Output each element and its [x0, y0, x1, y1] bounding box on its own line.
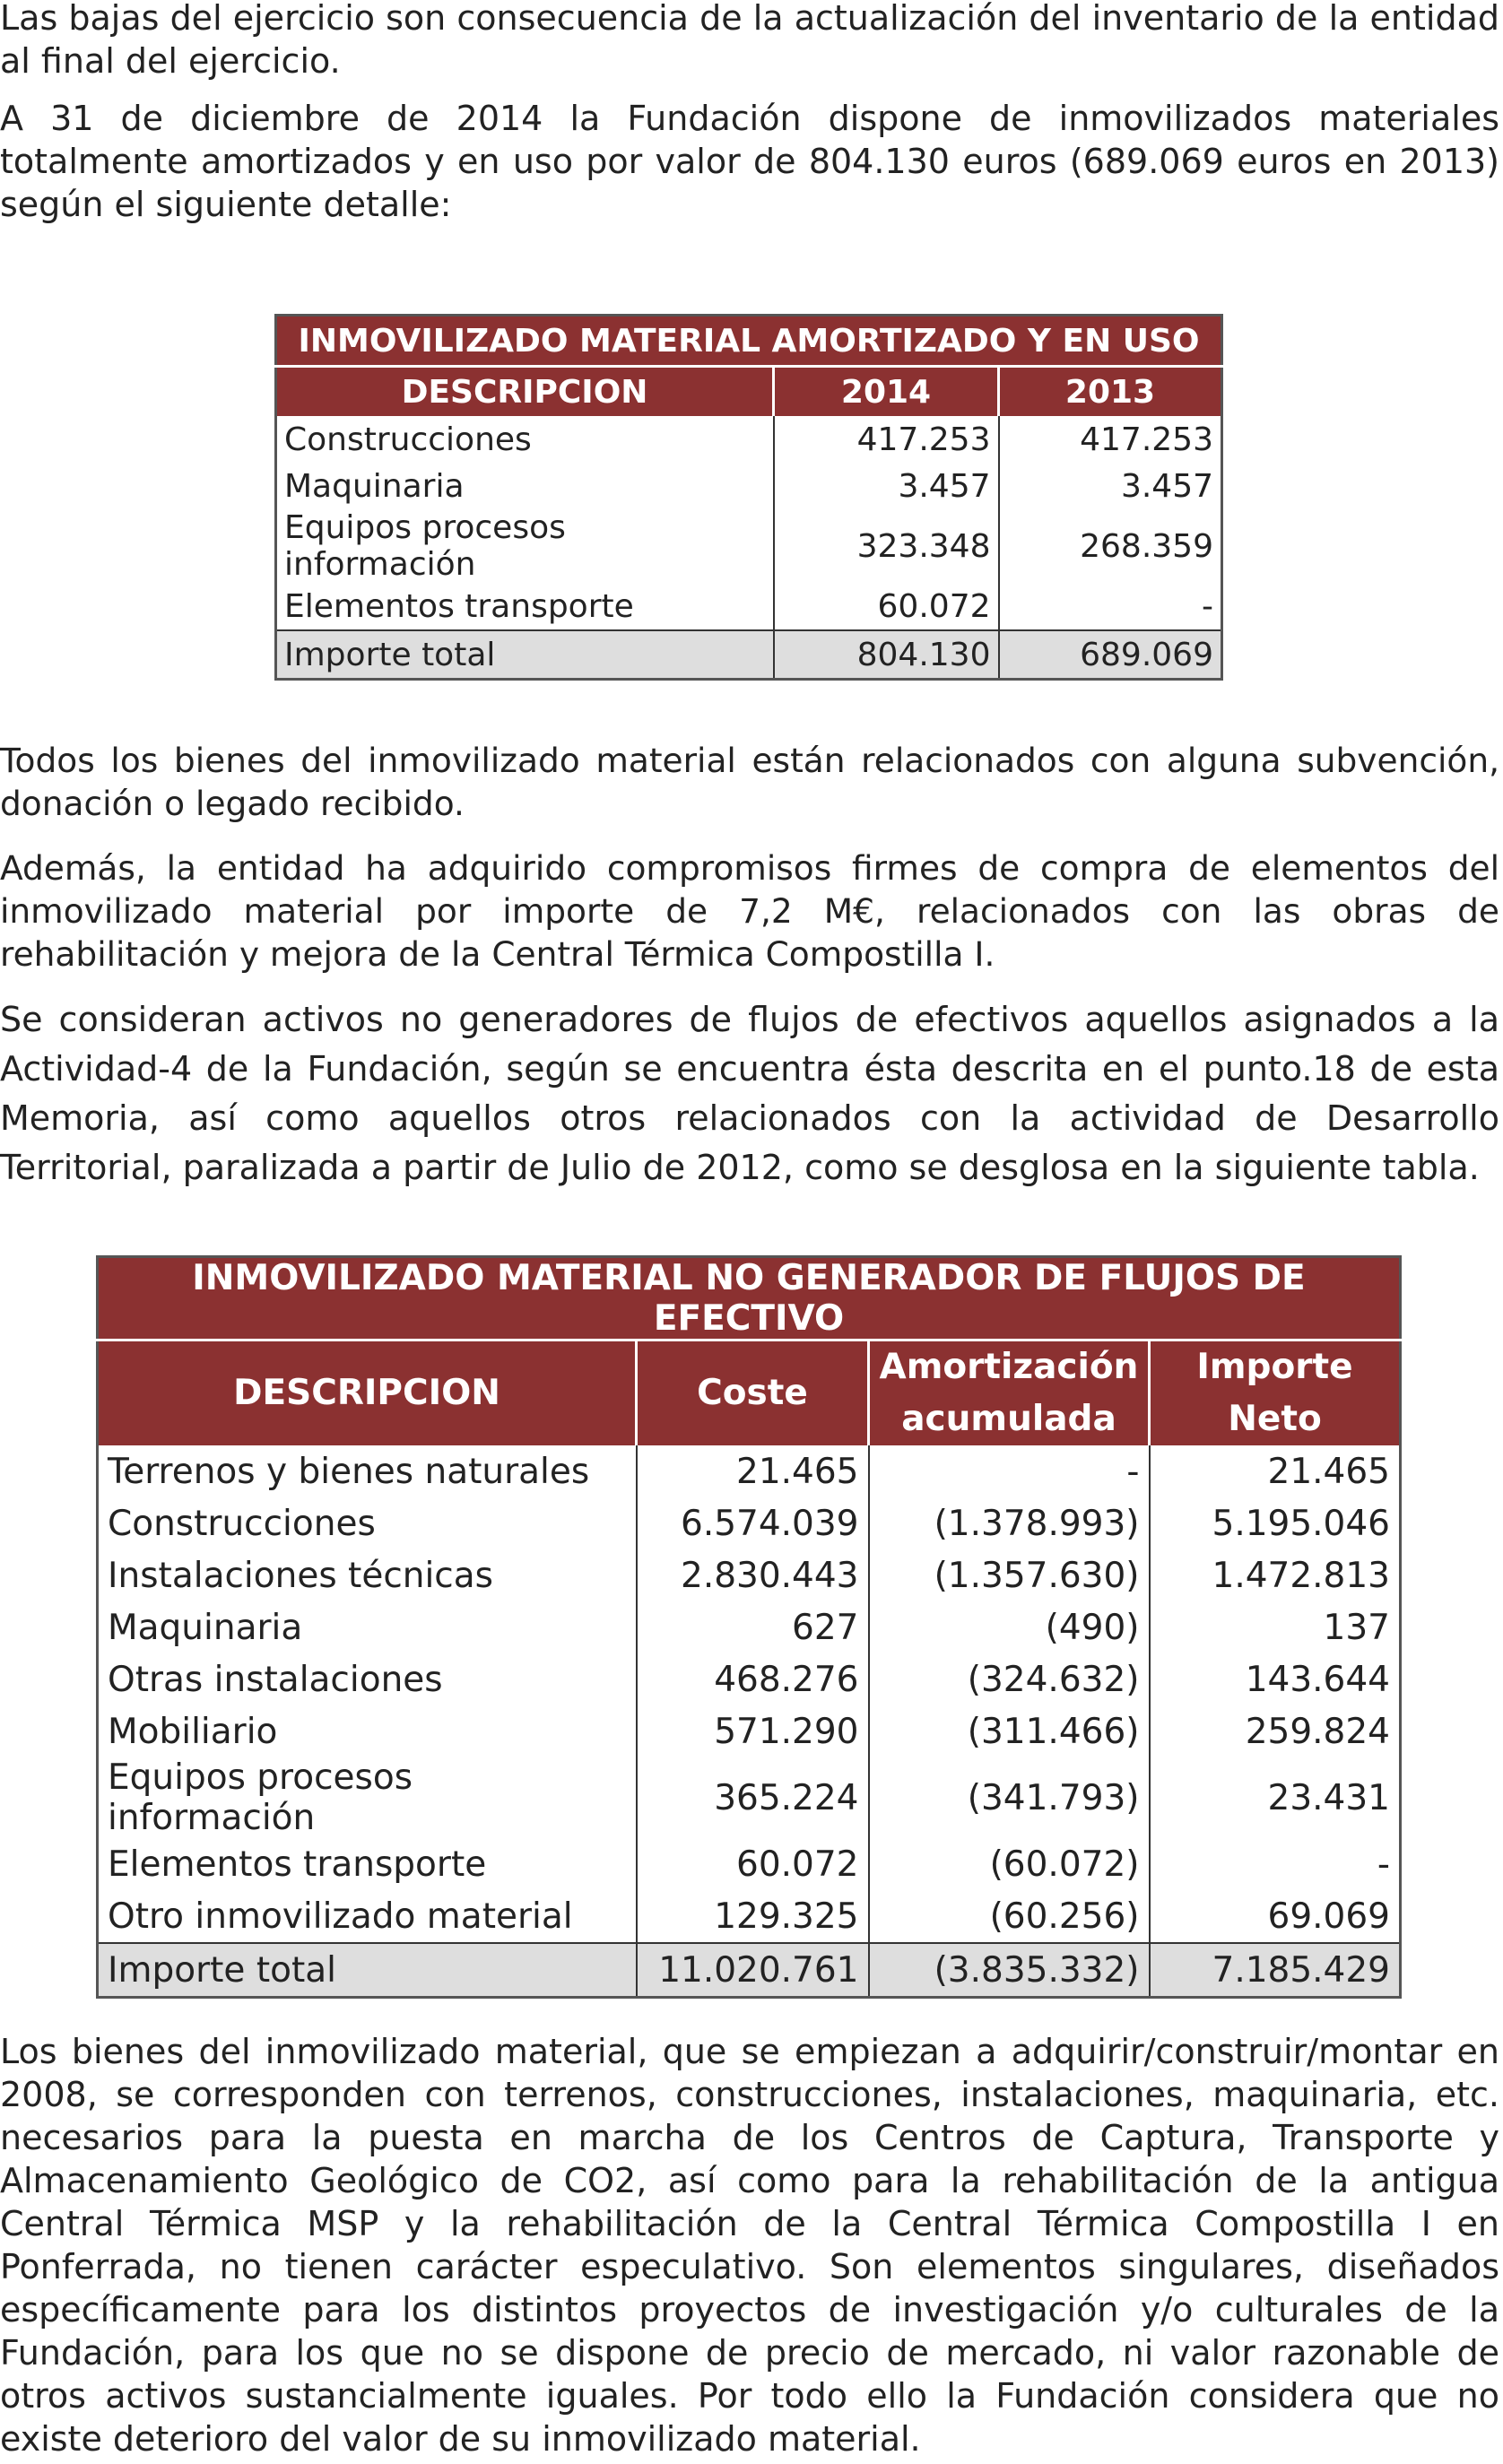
table-row — [276, 416, 1222, 463]
table1-cell: 3.457 — [774, 463, 999, 509]
table2-cell: 21.465 — [1150, 1445, 1401, 1497]
table1-header-2014: 2014 — [774, 367, 999, 417]
table1-cell: 417.253 — [999, 416, 1222, 463]
table2-cell: 69.069 — [1150, 1890, 1401, 1943]
table1-cell: 417.253 — [774, 416, 999, 463]
table2-header-importe-neto: Importe Neto — [1150, 1340, 1401, 1446]
table2-total-label: Importe total — [98, 1943, 637, 1998]
paragraph-subvencion: Todos los bienes del inmovilizado material están relacionados con alguna subvención, donación o legado recibido. — [0, 741, 1499, 823]
table2-cell: Elementos transporte — [108, 1844, 487, 1885]
table-row — [276, 509, 1222, 583]
table2-cell: (490) — [869, 1601, 1150, 1653]
table-amortizado-en-uso — [274, 314, 1223, 681]
table2-cell: 21.465 — [637, 1445, 869, 1497]
table1-header-2013: 2013 — [999, 367, 1222, 417]
table2-cell: 129.325 — [637, 1890, 869, 1943]
table1-cell: Elementos transporte — [284, 587, 634, 625]
table1-total-label: Importe total — [276, 630, 774, 680]
table2-cell: Mobiliario — [108, 1711, 278, 1752]
table-row — [98, 1601, 1401, 1653]
table1-total-row — [276, 630, 1222, 680]
table2-cell: (60.072) — [869, 1838, 1150, 1890]
table2-total-importe-neto: 7.185.429 — [1150, 1943, 1401, 1998]
table2-cell: 6.574.039 — [637, 1497, 869, 1549]
table-row — [98, 1549, 1401, 1601]
table2-cell: 2.830.443 — [637, 1549, 869, 1601]
table2-header-coste: Coste — [637, 1340, 869, 1446]
table1-cell: 60.072 — [774, 583, 999, 630]
table2-total-row — [98, 1943, 1401, 1998]
table2-total-coste: 11.020.761 — [637, 1943, 869, 1998]
table-row — [98, 1445, 1401, 1497]
table2-cell: 1.472.813 — [1150, 1549, 1401, 1601]
table2-cell: - — [1150, 1838, 1401, 1890]
table-row — [276, 583, 1222, 630]
table2-cell: 259.824 — [1150, 1705, 1401, 1757]
table2-cell: (60.256) — [869, 1890, 1150, 1943]
table2-cell: Otras instalaciones — [108, 1659, 443, 1700]
table2-cell: Equipos procesos información — [108, 1757, 413, 1838]
table2-header-amortizacion: Amortización acumulada — [869, 1340, 1150, 1446]
table1-cell: 3.457 — [999, 463, 1222, 509]
paragraph-bajas: Las bajas del ejercicio son consecuencia de la actualización del inventario de la entidad al final del ejercicio. — [0, 0, 1499, 81]
table2-cell: (311.466) — [869, 1705, 1150, 1757]
table1-cell: 323.348 — [774, 509, 999, 583]
table2-cell: (1.378.993) — [869, 1497, 1150, 1549]
table1-cell: 268.359 — [999, 509, 1222, 583]
table2-cell: Terrenos y bienes naturales — [108, 1451, 590, 1492]
table2-cell: 571.290 — [637, 1705, 869, 1757]
table2-cell: 365.224 — [637, 1757, 869, 1838]
table2-cell: Otro inmovilizado material — [108, 1896, 573, 1937]
table1-cell: - — [999, 583, 1222, 630]
table1-header-descripcion: DESCRIPCION — [401, 373, 648, 411]
table2-cell: (1.357.630) — [869, 1549, 1150, 1601]
table2-cell: Maquinaria — [108, 1607, 303, 1648]
table2-cell: (324.632) — [869, 1653, 1150, 1705]
table-no-generador-flujos — [96, 1255, 1402, 1999]
table-row — [98, 1653, 1401, 1705]
table1-cell: Equipos procesos información — [284, 509, 566, 583]
table2-cell: 468.276 — [637, 1653, 869, 1705]
table1-total-2013: 689.069 — [999, 630, 1222, 680]
table1-title: INMOVILIZADO MATERIAL AMORTIZADO Y EN USO — [276, 316, 1222, 367]
table2-cell: 137 — [1150, 1601, 1401, 1653]
table2-cell: - — [869, 1445, 1150, 1497]
table2-cell: (341.793) — [869, 1757, 1150, 1838]
table2-cell: Construcciones — [108, 1503, 376, 1544]
table-row — [98, 1890, 1401, 1943]
table1-total-2014: 804.130 — [774, 630, 999, 680]
table2-cell: Instalaciones técnicas — [108, 1555, 493, 1596]
paragraph-compromisos: Además, la entidad ha adquirido compromisos firmes de compra de elementos del inmovilizado material por importe de 7,2 M€, relacionados con las obras de rehabilitación y mejora de la Central Térmica Compostilla I. — [0, 848, 1499, 974]
table2-header-descripcion: DESCRIPCION — [233, 1373, 500, 1413]
table2-cell: 627 — [637, 1601, 869, 1653]
table-row — [98, 1757, 1401, 1838]
paragraph-amortizados: A 31 de diciembre de 2014 la Fundación dispone de inmovilizados materiales totalmente amortizados y en uso por valor de 804.130 euros (689.069 euros en 2013) según el siguiente detalle: — [0, 99, 1499, 224]
table2-total-amortizacion: (3.835.332) — [869, 1943, 1150, 1998]
paragraph-activos-no-generadores: Se consideran activos no generadores de flujos de efectivos aquellos asignados a la Actividad-4 de la Fundación, según se encuentra ésta descrita en el punto.18 de esta Memoria, así como aquellos otros relacionados con la actividad de Desarrollo Territorial, paralizada a partir de Julio de 2012, como se desglosa en la siguiente tabla. — [0, 1000, 1499, 1187]
table2-cell: 23.431 — [1150, 1757, 1401, 1838]
table-row — [276, 463, 1222, 509]
table1-cell: Maquinaria — [284, 467, 465, 505]
table2-cell: 143.644 — [1150, 1653, 1401, 1705]
table2-title: INMOVILIZADO MATERIAL NO GENERADOR DE FLUJOS DE EFECTIVO — [98, 1257, 1401, 1340]
table-row — [98, 1838, 1401, 1890]
table2-cell: 5.195.046 — [1150, 1497, 1401, 1549]
table2-cell: 60.072 — [637, 1838, 869, 1890]
paragraph-bienes-inmovilizado: Los bienes del inmovilizado material, que se empiezan a adquirir/construir/montar en 2008, se corresponden con terrenos, construcciones, instalaciones, maquinaria, etc. necesarios para la puesta en marcha de los Centros de Captura, Transporte y Almacenamiento Geológico de CO2, así como para la rehabilitación de la antigua Central Térmica MSP y la rehabilitación de la Central Térmica Compostilla I en Ponferrada, no tienen carácter especulativo. Son elementos singulares, diseñados específicamente para los distintos proyectos de investigación y/o culturales de la Fundación, para los que no se dispone de precio de mercado, ni valor razonable de otros activos sustancialmente iguales. Por todo ello la Fundación considera que no existe deterioro del valor de su inmovilizado material. — [0, 2032, 1499, 2459]
table-row — [98, 1497, 1401, 1549]
table-row — [98, 1705, 1401, 1757]
table1-cell: Construcciones — [284, 421, 532, 458]
